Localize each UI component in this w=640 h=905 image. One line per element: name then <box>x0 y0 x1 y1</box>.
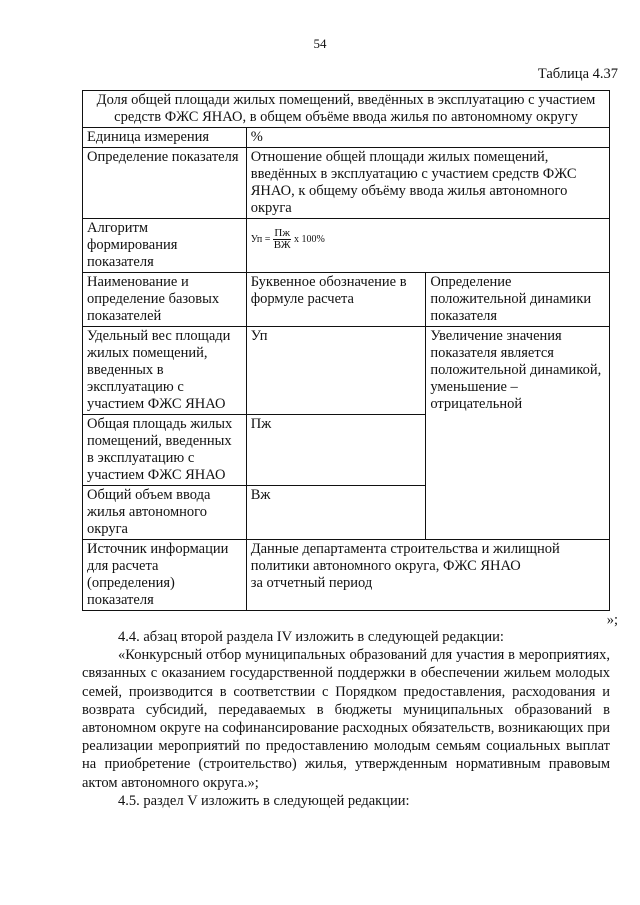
row-name: Общая площадь жилых помещений, введенных в эксплуатацию с участием ФЖС ЯНАО <box>83 415 247 486</box>
quote-end: »; <box>606 612 618 628</box>
table-label: Таблица 4.37 <box>537 66 618 82</box>
table-row <box>83 540 610 611</box>
formula-numerator: Пж <box>274 227 290 239</box>
unit-value: % <box>246 128 609 148</box>
source-label: Источник информации для расчета (определения) показателя <box>83 540 247 611</box>
formula-fraction <box>273 228 291 251</box>
body-text <box>82 628 610 810</box>
table-row <box>83 128 610 148</box>
source-value <box>246 540 609 611</box>
row-symbol: Пж <box>246 415 426 486</box>
table-caption: Доля общей площади жилых помещений, введённых в эксплуатацию с участием средств ФЖС ЯНАО, в общем объёме ввода жилья по автономному округу <box>83 91 610 128</box>
row-name: Общий объем ввода жилья автономного округа <box>83 486 247 540</box>
source-line: за отчетный период <box>250 575 373 591</box>
table-caption-row <box>83 91 610 128</box>
definition-value: Отношение общей площади жилых помещений, введённых в эксплуатацию с участием средств ФЖС ЯНАО, к общему объёму ввода жилья автономного округа <box>246 148 609 219</box>
header-symbol: Буквенное обозначение в формуле расчета <box>246 273 426 327</box>
table-row <box>83 148 610 219</box>
row-symbol: Уп <box>246 327 426 415</box>
definition-label: Определение показателя <box>83 148 247 219</box>
page-number: 54 <box>313 36 327 51</box>
table-row <box>83 219 610 273</box>
formula-denominator: ВЖ <box>273 239 291 251</box>
table-row <box>83 327 610 415</box>
row-name: Удельный вес площади жилых помещений, введенных в эксплуатацию с участием ФЖС ЯНАО <box>83 327 247 415</box>
indicator-table <box>82 90 610 611</box>
algorithm-label: Алгоритм формирования показателя <box>83 219 247 273</box>
dynamics-value: Увеличение значения показателя является положительной динамикой, уменьшение – отрицательной <box>426 327 610 540</box>
source-line: политики автономного округа, ФЖС ЯНАО <box>250 558 521 574</box>
formula-rhs: х 100% <box>293 234 325 245</box>
source-line: Данные департамента строительства и жилищной <box>250 541 560 557</box>
formula-lhs: Уп = <box>250 234 271 245</box>
header-dynamics: Определение положительной динамики показателя <box>426 273 610 327</box>
paragraph: «Конкурсный отбор муниципальных образований для участия в мероприятиях, связанных с оказанием государственной поддержки в обеспечении жильем молодых семей, производится в соответствии с Порядком предоставления, расходования и возврата субсидий, передаваемых в бюджеты муниципальных образований в автономном округе на софинансирование расходных обязательств, возникающих при реализации мероприятий по предоставлению молодым семьям социальных выплат на приобретение (строительство) жилья, утвержденным нормативным правовым актом автономного округа.»; <box>82 647 610 791</box>
row-symbol: Вж <box>246 486 426 540</box>
formula <box>251 228 325 251</box>
algorithm-formula-cell <box>246 219 609 273</box>
paragraph: 4.5. раздел V изложить в следующей редакции: <box>118 792 410 809</box>
table-header-row <box>83 273 610 327</box>
paragraph: 4.4. абзац второй раздела IV изложить в следующей редакции: <box>118 629 504 645</box>
unit-label: Единица измерения <box>83 128 247 148</box>
header-name: Наименование и определение базовых показателей <box>83 273 247 327</box>
